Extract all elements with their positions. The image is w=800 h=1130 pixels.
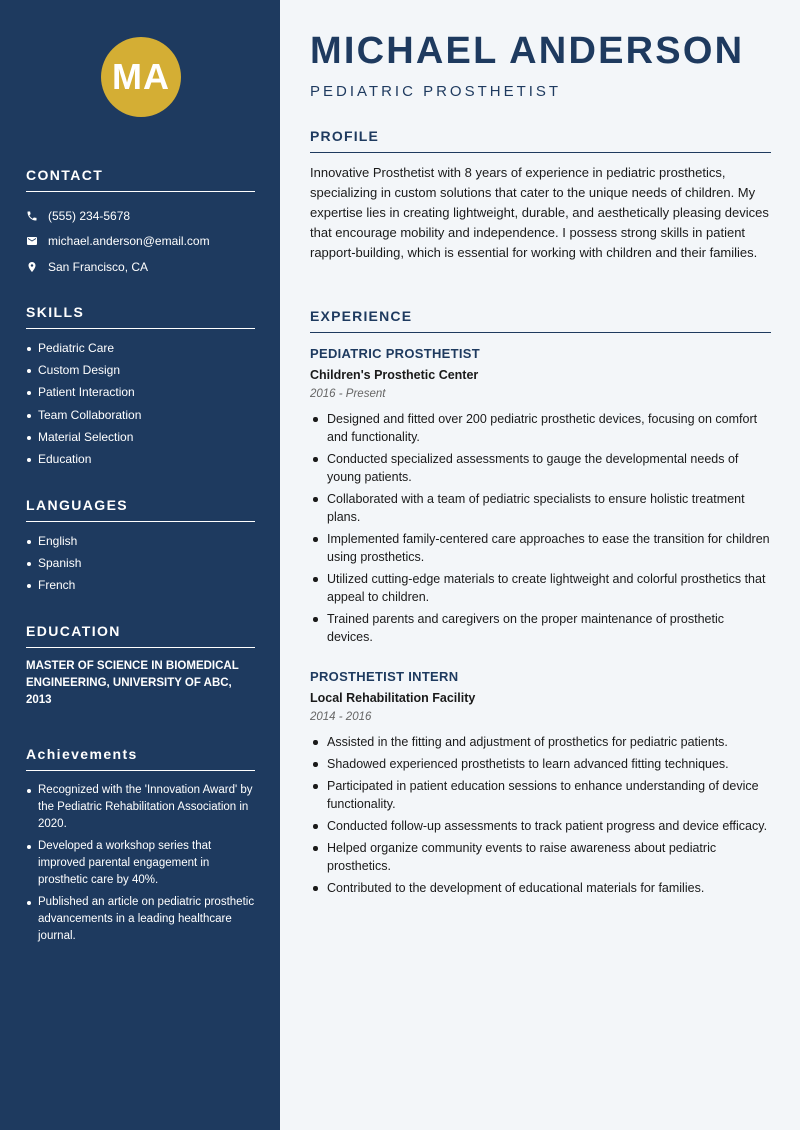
job-bullet: Assisted in the fitting and adjustment of prosthetics for pediatric patients. [310,733,771,751]
phone-icon [26,210,38,222]
contact-email [26,229,255,255]
job-bullet: Implemented family-centered care approaches to ease the transition for children using prosthetics. [310,530,771,566]
achievement-item: Developed a workshop series that improved parental engagement in prosthetic care by 40%. [26,838,255,889]
contact-heading: CONTACT [26,167,255,192]
skill-item: Material Selection [26,429,255,446]
languages-section [26,497,255,600]
achievements-list [26,782,255,945]
job-bullet: Shadowed experienced prosthetists to learn advanced fitting techniques. [310,755,771,773]
avatar: MA [101,37,181,117]
skills-section [26,304,255,473]
job-dates: 2016 - Present [310,388,386,400]
profile-heading: PROFILE [310,128,771,153]
achievement-item: Published an article on pediatric prosthetic advancements in a leading healthcare journal. [26,894,255,945]
language-item: Spanish [26,555,255,572]
job-bullet: Utilized cutting-edge materials to create lightweight and colorful prosthetics that appeal to children. [310,570,771,606]
achievement-item: Recognized with the 'Innovation Award' by the Pediatric Rehabilitation Association in 2020. [26,782,255,833]
achievements-heading: Achievements [26,746,255,771]
skills-list [26,340,255,468]
contact-location [26,254,255,280]
job-bullet: Trained parents and caregivers on the proper maintenance of prosthetic devices. [310,610,771,646]
contact-list [26,203,255,280]
job-bullet: Collaborated with a team of pediatric specialists to ensure holistic treatment plans. [310,490,771,526]
achievements-section [26,746,255,950]
skills-heading: SKILLS [26,304,255,329]
skill-item: Custom Design [26,362,255,379]
mail-icon [26,235,38,247]
skill-item: Pediatric Care [26,340,255,357]
profile-text: Innovative Prosthetist with 8 years of experience in pediatric prosthetics, specializing in custom solutions that cater to the unique needs of children. My expertise lies in creating lightweight, durable, and aesthetically pleasing devices that encourage mobility and independence. I possess strong skills in patient rapport-building, which is essential for working with children and their families. [310,165,769,260]
email-text: michael.anderson@email.com [48,234,210,249]
job-dates: 2014 - 2016 [310,711,372,723]
job-bullet: Participated in patient education sessions to enhance understanding of device functionality. [310,777,771,813]
job-entry [310,669,771,901]
contact-phone [26,203,255,229]
education-heading: EDUCATION [26,623,255,648]
contact-section [26,167,255,280]
sidebar [0,0,280,1130]
job-bullet: Helped organize community events to raise awareness about pediatric prosthetics. [310,839,771,875]
location-pin-icon [26,261,38,273]
language-item: French [26,577,255,594]
job-bullet: Contributed to the development of educational materials for families. [310,879,771,897]
job-company: Local Rehabilitation Facility [310,691,476,705]
location-text: San Francisco, CA [48,259,149,274]
skill-item: Team Collaboration [26,407,255,424]
language-item: English [26,533,255,550]
phone-text: (555) 234-5678 [48,208,131,223]
job-bullets [310,733,771,897]
education-section [26,623,255,709]
job-company: Children's Prosthetic Center [310,368,479,382]
job-title: PEDIATRIC PROSTHETIST [310,83,562,100]
languages-list [26,533,255,594]
job-entry-title: PROSTHETIST INTERN [310,669,459,684]
experience-heading: EXPERIENCE [310,308,771,333]
skill-item: Patient Interaction [26,384,255,401]
job-entry [310,346,771,650]
person-name: MICHAEL ANDERSON [310,30,745,72]
skill-item: Education [26,451,255,468]
job-bullet: Conducted follow-up assessments to track patient progress and device efficacy. [310,817,771,835]
job-bullet: Designed and fitted over 200 pediatric prosthetic devices, focusing on comfort and functionality. [310,410,771,446]
job-bullets [310,410,771,646]
job-entry-title: PEDIATRIC PROSTHETIST [310,346,481,361]
languages-heading: LANGUAGES [26,497,255,522]
job-bullet: Conducted specialized assessments to gauge the developmental needs of young patients. [310,450,771,486]
education-entry: MASTER OF SCIENCE IN BIOMEDICAL ENGINEERING, UNIVERSITY OF ABC, 2013 [26,660,239,706]
